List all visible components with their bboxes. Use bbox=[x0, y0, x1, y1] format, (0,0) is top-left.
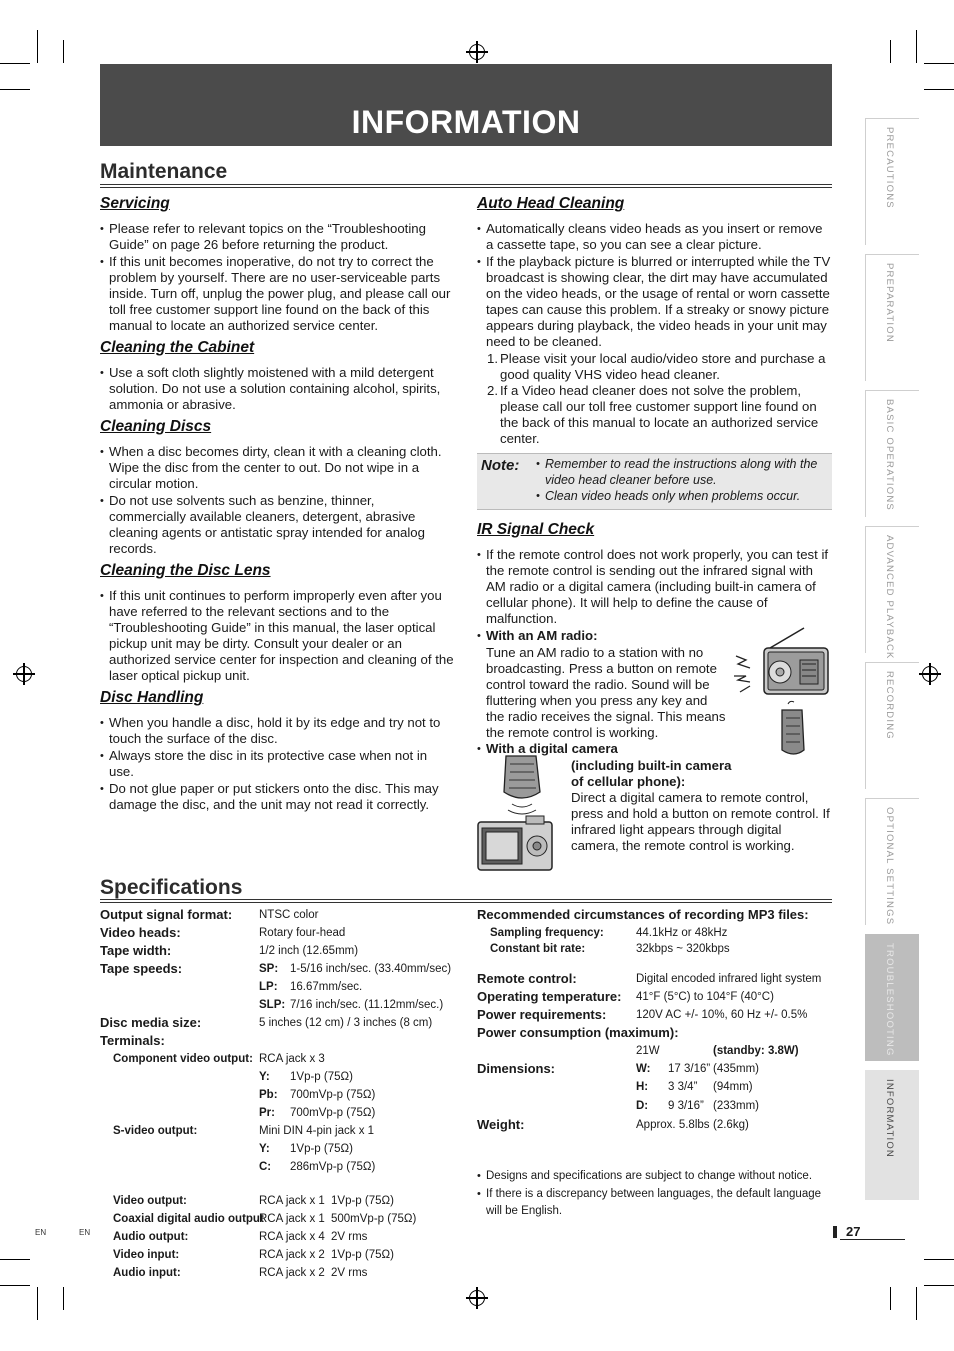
spec-value: 120V AC +/- 10%, 60 Hz +/- 0.5% bbox=[636, 1009, 808, 1021]
spec-value: RCA jack x 3 bbox=[259, 1053, 325, 1065]
spec-value: 1Vp-p (75Ω) bbox=[331, 1195, 394, 1207]
spec-key: D: bbox=[636, 1100, 649, 1112]
spec-value: Mini DIN 4-pin jack x 1 bbox=[259, 1125, 375, 1137]
list-item: 2. If a Video head cleaner does not solve the problem, please call our toll free customer support line found on the back of this manual to locate an authorized service center. bbox=[487, 383, 819, 446]
list-item: • Do not glue paper or put stickers onto the disc. This may damage the disc, and the unit may not read it correctly. bbox=[100, 781, 454, 813]
footnote-item: • If there is a discrepancy between languages, the default language will be English. bbox=[477, 1186, 827, 1220]
spec-value: 16.67mm/sec. bbox=[290, 981, 363, 993]
list-item: • If the remote control does not work properly, you can test if the remote control is sending out the infrared signal with AM radio or a digital camera (including built-in camera of cellular phone). It will help to define the cause of malfunction. bbox=[477, 547, 832, 627]
spec-value: 1Vp-p (75Ω) bbox=[331, 1249, 394, 1261]
spec-value: Rotary four-head bbox=[259, 927, 346, 939]
spec-key: H: bbox=[636, 1081, 649, 1093]
spec-key: LP: bbox=[259, 981, 278, 993]
spec-value: RCA jack x 4 bbox=[259, 1231, 325, 1243]
am-radio-text: Tune an AM radio to a station with no broadcasting. Press a button on remote control toward the radio. Sound will be fluttering when you press any key and the radio receives the signal. This means the remote control is working. bbox=[486, 644, 726, 740]
note-label: Note: bbox=[481, 457, 520, 474]
spec-value: Approx. 5.8lbs bbox=[636, 1119, 710, 1131]
spec-value: (standby: 3.8W) bbox=[713, 1045, 799, 1057]
spec-key: Y: bbox=[259, 1071, 270, 1083]
tab-recording[interactable]: RECORDING bbox=[865, 662, 919, 789]
registration-mark-icon bbox=[16, 666, 32, 682]
spec-value: 1Vp-p (75Ω) bbox=[290, 1071, 353, 1083]
tab-advanced-playback[interactable]: ADVANCED PLAYBACK bbox=[865, 526, 919, 653]
spec-value: NTSC color bbox=[259, 909, 319, 921]
spec-sublabel: Constant bit rate: bbox=[490, 943, 586, 955]
spec-value: 17 3/16” bbox=[668, 1063, 711, 1075]
camera-subtitle: (including built-in camera of cellular phone): bbox=[571, 757, 732, 789]
language-code: EN bbox=[79, 1228, 91, 1237]
spec-value: 41°F (5°C) to 104°F (40°C) bbox=[636, 991, 774, 1003]
spec-label: Output signal format: bbox=[100, 907, 233, 922]
spec-sublabel: Video input: bbox=[113, 1249, 180, 1261]
list-item: • If the playback picture is blurred or interrupted while the TV broadcast is showing clear, the dirt may have accumulated on the video heads, or the usage of rental or worn cassette tapes can cause this problem. If a streaky or snowy picture appears during playback, the video heads in your unit may need to be cleaned. bbox=[477, 254, 832, 350]
registration-mark-icon bbox=[469, 44, 485, 60]
spec-value: 5 inches (12 cm) / 3 inches (8 cm) bbox=[259, 1017, 433, 1029]
spec-value: Digital encoded infrared light system bbox=[636, 973, 822, 985]
spec-value: 32kbps ~ 320kbps bbox=[636, 943, 730, 955]
auto-head-cleaning-heading: Auto Head Cleaning bbox=[477, 195, 625, 212]
spec-key: SP: bbox=[259, 963, 279, 975]
tab-precautions[interactable]: PRECAUTIONS bbox=[865, 118, 919, 245]
specs-left-column bbox=[100, 906, 470, 1282]
spec-label: Video heads: bbox=[100, 925, 181, 940]
spec-value: 2V rms bbox=[331, 1267, 368, 1279]
note-box bbox=[477, 453, 832, 510]
spec-value: 700mVp-p (75Ω) bbox=[290, 1089, 376, 1101]
section-divider bbox=[100, 899, 832, 903]
list-item: 1. Please visit your local audio/video store and purchase a good quality VHS video head cleaner. bbox=[487, 351, 826, 382]
spec-value: 21W bbox=[636, 1045, 660, 1057]
spec-sublabel: Sampling frequency: bbox=[490, 927, 604, 939]
spec-value: 500mVp-p (75Ω) bbox=[331, 1213, 417, 1225]
spec-label: Power consumption (maximum): bbox=[477, 1025, 679, 1040]
maintenance-left-column bbox=[100, 190, 454, 814]
list-item: • When you handle a disc, hold it by its edge and try not to touch the surface of the disc. bbox=[100, 715, 454, 747]
note-item: • Remember to read the instructions along with the video head cleaner before use. bbox=[536, 457, 828, 488]
list-item: • When a disc becomes dirty, clean it with a cleaning cloth. Wipe the disc from the center to out. Do not wipe in a circular motion. bbox=[100, 444, 454, 492]
spec-label: Disc media size: bbox=[100, 1015, 202, 1030]
page-banner bbox=[100, 64, 832, 146]
list-item: • Do not use solvents such as benzine, thinner, commercially available cleaners, detergent, abrasive cleaning agents or antistatic spray intended for analog records. bbox=[100, 493, 454, 557]
spec-value: (435mm) bbox=[713, 1063, 760, 1075]
spec-label: Power requirements: bbox=[477, 1007, 607, 1022]
am-radio-illustration-icon bbox=[732, 626, 832, 762]
spec-key: C: bbox=[259, 1161, 272, 1173]
servicing-heading: Servicing bbox=[100, 195, 170, 212]
cleaning-discs-heading: Cleaning Discs bbox=[100, 418, 212, 435]
spec-value: RCA jack x 2 bbox=[259, 1249, 325, 1261]
page-number: 27 bbox=[846, 1224, 861, 1239]
page-number-rule bbox=[840, 1239, 905, 1240]
tab-troubleshooting[interactable]: TROUBLESHOOTING bbox=[865, 934, 919, 1061]
specifications-heading: Specifications bbox=[100, 876, 243, 899]
camera-text: Direct a digital camera to remote control, press and hold a button on remote control. If infrared light appears through digital camera, the remote control is working. bbox=[571, 789, 830, 853]
spec-value: 1Vp-p (75Ω) bbox=[290, 1143, 353, 1155]
spec-label: Tape width: bbox=[100, 943, 172, 958]
page-number-marker bbox=[833, 1226, 837, 1238]
spec-value: (94mm) bbox=[713, 1081, 753, 1093]
spec-label: Weight: bbox=[477, 1117, 525, 1132]
spec-label: Tape speeds: bbox=[100, 961, 183, 976]
note-item: • Clean video heads only when problems occur. bbox=[536, 489, 828, 505]
spec-key: Pb: bbox=[259, 1089, 278, 1101]
tab-basic-operations[interactable]: BASIC OPERATIONS bbox=[865, 390, 919, 517]
spec-footnotes bbox=[477, 1168, 827, 1221]
footnote-item: • Designs and specifications are subject to change without notice. bbox=[477, 1168, 827, 1185]
spec-sublabel: Video output: bbox=[113, 1195, 187, 1207]
spec-value: RCA jack x 2 bbox=[259, 1267, 325, 1279]
list-item: • With a digital camera bbox=[477, 741, 832, 757]
spec-value: 9 3/16” bbox=[668, 1100, 704, 1112]
spec-label: Operating temperature: bbox=[477, 989, 622, 1004]
ir-signal-heading: IR Signal Check bbox=[477, 520, 595, 538]
list-item: • Please refer to relevant topics on the “Troubleshooting Guide” on page 26 before returning the product. bbox=[100, 221, 454, 253]
list-item: • With an AM radio: bbox=[477, 628, 832, 644]
registration-mark-icon bbox=[469, 1290, 485, 1306]
spec-value: 44.1kHz or 48kHz bbox=[636, 927, 728, 939]
list-item: • Always store the disc in its protective case when not in use. bbox=[100, 748, 454, 780]
spec-sublabel: Component video output: bbox=[113, 1053, 253, 1065]
spec-value: (2.6kg) bbox=[713, 1119, 749, 1131]
maintenance-heading: Maintenance bbox=[100, 160, 228, 183]
digital-camera-illustration-icon bbox=[476, 752, 568, 872]
spec-value: 1/2 inch (12.65mm) bbox=[259, 945, 359, 957]
cleaning-cabinet-heading: Cleaning the Cabinet bbox=[100, 339, 255, 356]
cleaning-lens-heading: Cleaning the Disc Lens bbox=[100, 562, 271, 579]
disc-handling-heading: Disc Handling bbox=[100, 689, 204, 706]
spec-value: 7/16 inch/sec. (11.12mm/sec.) bbox=[290, 999, 444, 1011]
spec-sublabel: Audio output: bbox=[113, 1231, 189, 1243]
spec-value: (233mm) bbox=[713, 1100, 760, 1112]
registration-mark-icon bbox=[922, 666, 938, 682]
page-title: INFORMATION bbox=[351, 104, 581, 140]
spec-key: SLP: bbox=[259, 999, 286, 1011]
list-item: • If this unit becomes inoperative, do not try to correct the problem by yourself. There are no user-serviceable parts inside. Turn off, unplug the power plug, and please call our toll free customer support line found on the back of this manual to locate an authorized service center. bbox=[100, 254, 454, 334]
spec-value: RCA jack x 1 bbox=[259, 1213, 325, 1225]
spec-value: 286mVp-p (75Ω) bbox=[290, 1161, 376, 1173]
list-item: • Use a soft cloth slightly moistened with a mild detergent solution. Do not use a solution containing alcohol, spirits, ammonia or abrasive. bbox=[100, 365, 454, 413]
spec-value: 1-5/16 inch/sec. (33.40mm/sec) bbox=[290, 963, 452, 975]
section-divider bbox=[100, 184, 832, 188]
spec-sublabel: Coaxial digital audio output bbox=[113, 1213, 264, 1225]
spec-label: Dimensions: bbox=[477, 1061, 556, 1076]
tab-preparation[interactable]: PREPARATION bbox=[865, 254, 919, 381]
tab-optional-settings[interactable]: OPTIONAL SETTINGS bbox=[865, 798, 919, 925]
list-item: • Automatically cleans video heads as you insert or remove a cassette tape, so you can see a clear picture. bbox=[477, 221, 832, 253]
spec-key: W: bbox=[636, 1063, 651, 1075]
language-code: EN bbox=[35, 1228, 47, 1237]
spec-value: 2V rms bbox=[331, 1231, 368, 1243]
tab-information[interactable]: INFORMATION bbox=[865, 1070, 919, 1200]
spec-sublabel: S-video output: bbox=[113, 1125, 198, 1137]
spec-value: 700mVp-p (75Ω) bbox=[290, 1107, 376, 1119]
spec-label: Recommended circumstances of recording MP3 files: bbox=[477, 907, 809, 922]
spec-key: Y: bbox=[259, 1143, 270, 1155]
spec-label: Terminals: bbox=[100, 1033, 165, 1048]
list-item: • If this unit continues to perform improperly even after you have referred to the relevant sections and to the “Troubleshooting Guide” in this manual, the laser optical pickup unit may be dirty. Consult your dealer or an authorized service center for inspection and cleaning of the laser optical pickup unit. bbox=[100, 588, 454, 684]
spec-value: 3 3/4” bbox=[668, 1081, 698, 1093]
spec-value: RCA jack x 1 bbox=[259, 1195, 325, 1207]
spec-label: Remote control: bbox=[477, 971, 577, 986]
spec-key: Pr: bbox=[259, 1107, 275, 1119]
specs-right-column bbox=[477, 906, 837, 1134]
spec-sublabel: Audio input: bbox=[113, 1267, 181, 1279]
